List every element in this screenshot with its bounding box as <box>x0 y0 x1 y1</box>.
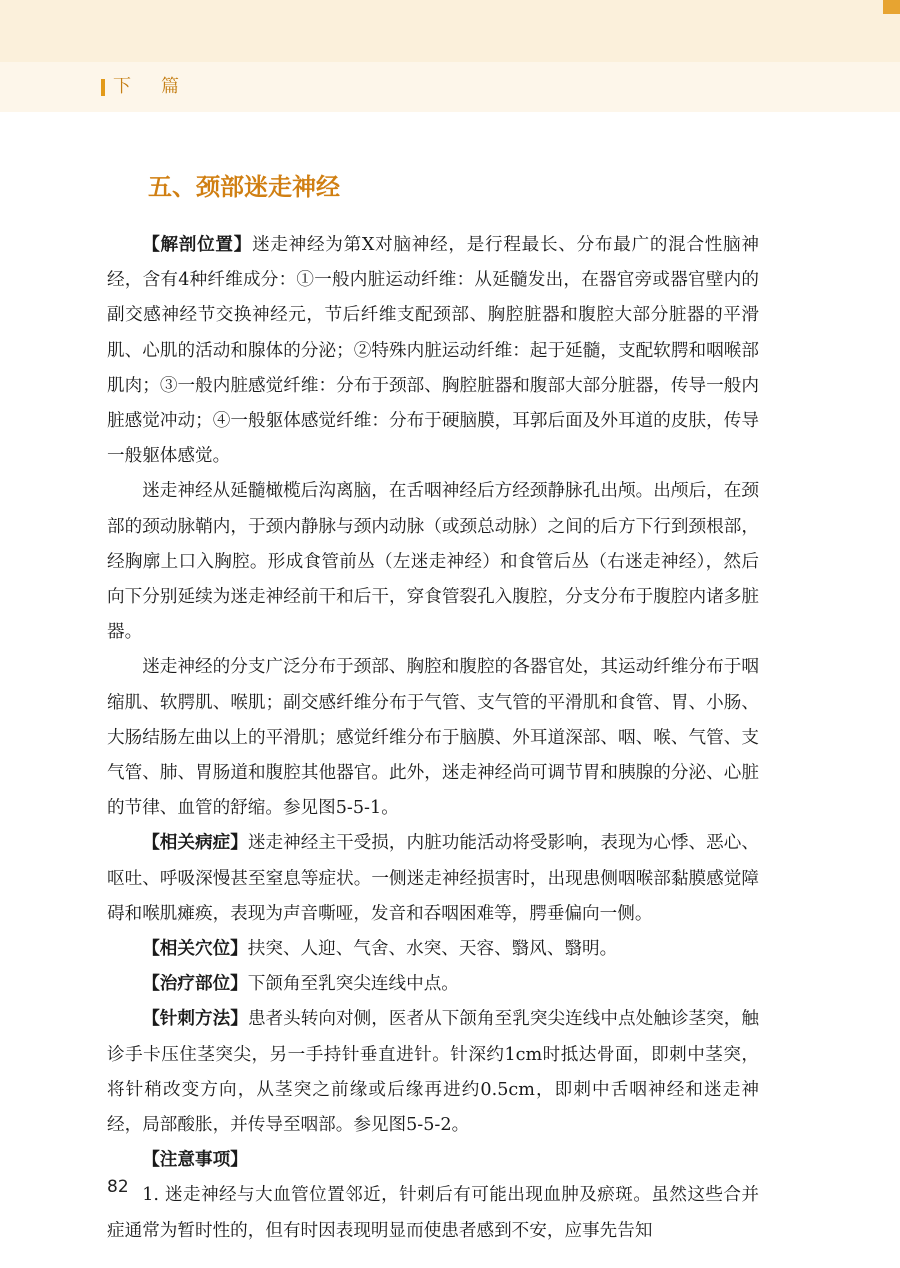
course-text: 迷走神经从延髓橄榄后沟离脑，在舌咽神经后方经颈静脉孔出颅。出颅后，在颈部的颈动脉鞘内，于颈内静脉与颈内动脉（或颈总动脉）之间的后方下行到颈根部，经胸廓上口入胸腔。形成食管前丛（左迷走神经）和食管后丛（右迷走神经），然后向下分别延续为迷走神经前干和后干，穿食管裂孔入腹腔，分支分布于腹腔内诸多脏器。 <box>107 481 759 643</box>
notes-tag: 【注意事项】 <box>142 1150 248 1171</box>
note-1-text: 1. 迷走神经与大血管位置邻近，针刺后有可能出现血肿及瘀斑。虽然这些合并症通常为暂时性的，但有时因表现明显而使患者感到不安，应事先告知 <box>107 1185 759 1241</box>
header-band <box>0 0 900 62</box>
symptoms-tag: 【相关病症】 <box>142 833 248 854</box>
symptoms-text: 迷走神经主干受损，内脏功能活动将受影响，表现为心悸、恶心、呕吐、呼吸深慢甚至窒息等症状。一侧迷走神经损害时，出现患侧咽喉部黏膜感觉障碍和喉肌瘫痪，表现为声音嘶哑，发音和吞咽困难等，腭垂偏向一侧。 <box>107 833 759 924</box>
site-text: 下颌角至乳突尖连线中点。 <box>247 974 459 995</box>
paragraph-branches <box>107 650 759 826</box>
acupoints-text: 扶突、人迎、气舍、水突、天容、翳风、翳明。 <box>247 939 618 960</box>
site-tag: 【治疗部位】 <box>142 974 248 995</box>
corner-tab <box>883 0 900 14</box>
anatomy-text: 迷走神经为第Ⅹ对脑神经，是行程最长、分布最广的混合性脑神经，含有4种纤维成分：①一般内脏运动纤维：从延髓发出，在器官旁或器官壁内的副交感神经节交换神经元，节后纤维支配颈部、胸腔脏器和腹腔大部分脏器的平滑肌、心肌的活动和腺体的分泌；②特殊内脏运动纤维：起于延髓，支配软腭和咽喉部肌肉；③一般内脏感觉纤维：分布于颈部、胸腔脏器和腹部大部分脏器，传导一般内脏感觉冲动；④一般躯体感觉纤维：分布于硬脑膜，耳郭后面及外耳道的皮肤，传导一般躯体感觉。 <box>107 235 759 467</box>
section-title: 五、颈部迷走神经 <box>148 173 340 201</box>
page-number: 82 <box>107 1177 129 1197</box>
paragraph-acupoints <box>107 932 759 967</box>
paragraph-course <box>107 474 759 650</box>
body-text <box>107 228 759 1249</box>
part-label: 下篇 <box>113 76 209 97</box>
acupoints-tag: 【相关穴位】 <box>142 939 248 960</box>
paragraph-symptoms <box>107 826 759 932</box>
paragraph-method <box>107 1002 759 1143</box>
method-text: 患者头转向对侧，医者从下颌角至乳突尖连线中点处触诊茎突，触诊手卡压住茎突尖，另一手持针垂直进针。针深约1cm时抵达骨面，即刺中茎突，将针稍改变方向，从茎突之前缘或后缘再进约0.5cm，即刺中舌咽神经和迷走神经，局部酸胀，并传导至咽部。参见图5-5-2。 <box>107 1009 759 1136</box>
method-tag: 【针刺方法】 <box>142 1009 248 1030</box>
paragraph-notes <box>107 1143 759 1178</box>
paragraph-site <box>107 967 759 1002</box>
paragraph-note-1 <box>107 1178 759 1248</box>
part-marker <box>101 79 105 96</box>
paragraph-anatomy <box>107 228 759 474</box>
branches-text: 迷走神经的分支广泛分布于颈部、胸腔和腹腔的各器官处，其运动纤维分布于咽缩肌、软腭肌、喉肌；副交感纤维分布于气管、支气管的平滑肌和食管、胃、小肠、大肠结肠左曲以上的平滑肌；感觉纤维分布于脑膜、外耳道深部、咽、喉、气管、支气管、肺、胃肠道和腹腔其他器官。此外，迷走神经尚可调节胃和胰腺的分泌、心脏的节律、血管的舒缩。参见图5-5-1。 <box>107 657 759 819</box>
anatomy-tag: 【解剖位置】 <box>142 235 253 255</box>
